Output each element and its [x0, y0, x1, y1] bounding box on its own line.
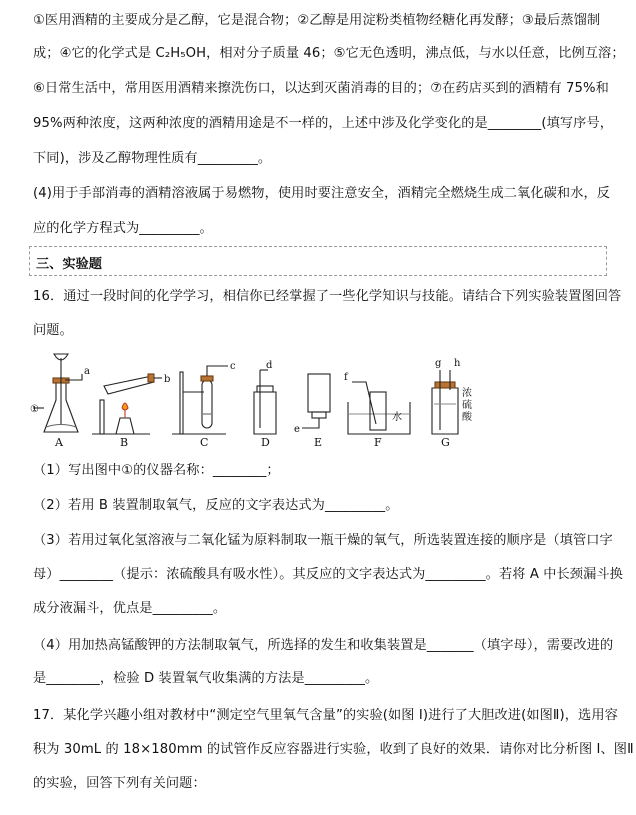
question-16-line: 16．通过一段时间的化学学习，相信你已经掌握了一些化学知识与技能。请结合下列实验装置图回答	[33, 289, 622, 304]
mark-circled-1: ①	[30, 404, 39, 415]
text-line: 下同)，涉及乙醇物理性质有_________。	[33, 151, 272, 166]
mark-a: a	[84, 366, 90, 377]
label-d: D	[261, 436, 270, 449]
label-a: A	[55, 436, 63, 449]
text-line: ①医用酒精的主要成分是乙醇，它是混合物；②乙醇是用淀粉类植物经糖化再发酵；③最后蒸馏制	[33, 13, 601, 28]
label-g: G	[441, 436, 450, 449]
question-17-line: 积为 30mL 的 18×180mm 的试管作反应容器进行实验，收到了良好的效果．请你对比分析图 I、图Ⅱ	[33, 742, 634, 757]
apparatus-g	[432, 370, 458, 434]
mark-b: b	[164, 374, 171, 385]
apparatus-b	[92, 374, 162, 434]
section-title: 三、实验题	[36, 257, 102, 272]
text-line: 应的化学方程式为_________。	[33, 221, 213, 236]
question-16-part: 成分液漏斗，优点是_________。	[33, 601, 227, 616]
question-16-part: （3）若用过氧化氢溶液与二氧化锰为原料制取一瓶干燥的氧气，所选装置连接的顺序是（填管口字	[33, 533, 613, 548]
question-17-line: 17．某化学兴趣小组对教材中“测定空气里氧气含量”的实验(如图 I)进行了大胆改进(如图Ⅱ)，选用容	[33, 708, 618, 723]
text-line: ⑥日常生活中，常用医用酒精来擦洗伤口，以达到灭菌消毒的目的；⑦在药店买到的酒精有 75%和	[33, 81, 609, 96]
question-16-part: 是________，检验 D 装置氧气收集满的方法是_________。	[33, 671, 379, 686]
label-f: F	[374, 436, 382, 449]
question-16-part: （4）用加热高锰酸钾的方法制取氧气，所选择的发生和收集装置是_______（填字母），需要改进的	[33, 638, 614, 653]
question-16-part: （2）若用 B 装置制取氧气，反应的文字表达式为_________。	[33, 498, 399, 513]
mark-e: e	[294, 424, 300, 435]
apparatus-figure	[30, 352, 470, 448]
text-line: 成；④它的化学式是 C₂H₅OH，相对分子质量 46；⑤它无色透明，沸点低，与水以任意，比例互溶；	[33, 46, 625, 61]
acid-label-1: 浓	[462, 388, 472, 399]
mark-g: g	[435, 358, 442, 369]
mark-f: f	[344, 372, 348, 383]
apparatus-a	[33, 354, 82, 432]
water-label: 水	[392, 412, 402, 423]
label-c: C	[200, 436, 209, 449]
acid-label-3: 酸	[462, 412, 472, 423]
mark-d: d	[266, 360, 273, 371]
label-e: E	[314, 436, 323, 449]
text-line: 95%两种浓度，这两种浓度的酒精用途是不一样的，上述中涉及化学变化的是________(填写序号，	[33, 116, 614, 131]
question-16-line: 问题。	[33, 323, 73, 338]
question-17-line: 的实验，回答下列有关问题：	[33, 776, 206, 791]
apparatus-f	[348, 382, 410, 434]
mark-h: h	[454, 358, 461, 369]
text-line: (4)用于手部消毒的酒精溶液属于易燃物，使用时要注意安全，酒精完全燃烧生成二氧化碳和水，反	[33, 186, 611, 201]
label-b: B	[120, 436, 129, 449]
apparatus-c	[172, 366, 228, 434]
acid-label-2: 硫	[462, 400, 472, 411]
mark-c: c	[230, 361, 236, 372]
apparatus-e	[302, 374, 330, 428]
question-16-part: （1）写出图中①的仪器名称：________；	[33, 463, 280, 478]
section-header-box	[29, 246, 607, 276]
question-16-part: 母）________（提示：浓硫酸具有吸水性）。其反应的文字表达式为_________。若将 A 中长颈漏斗换	[33, 567, 623, 582]
apparatus-d	[254, 370, 276, 434]
